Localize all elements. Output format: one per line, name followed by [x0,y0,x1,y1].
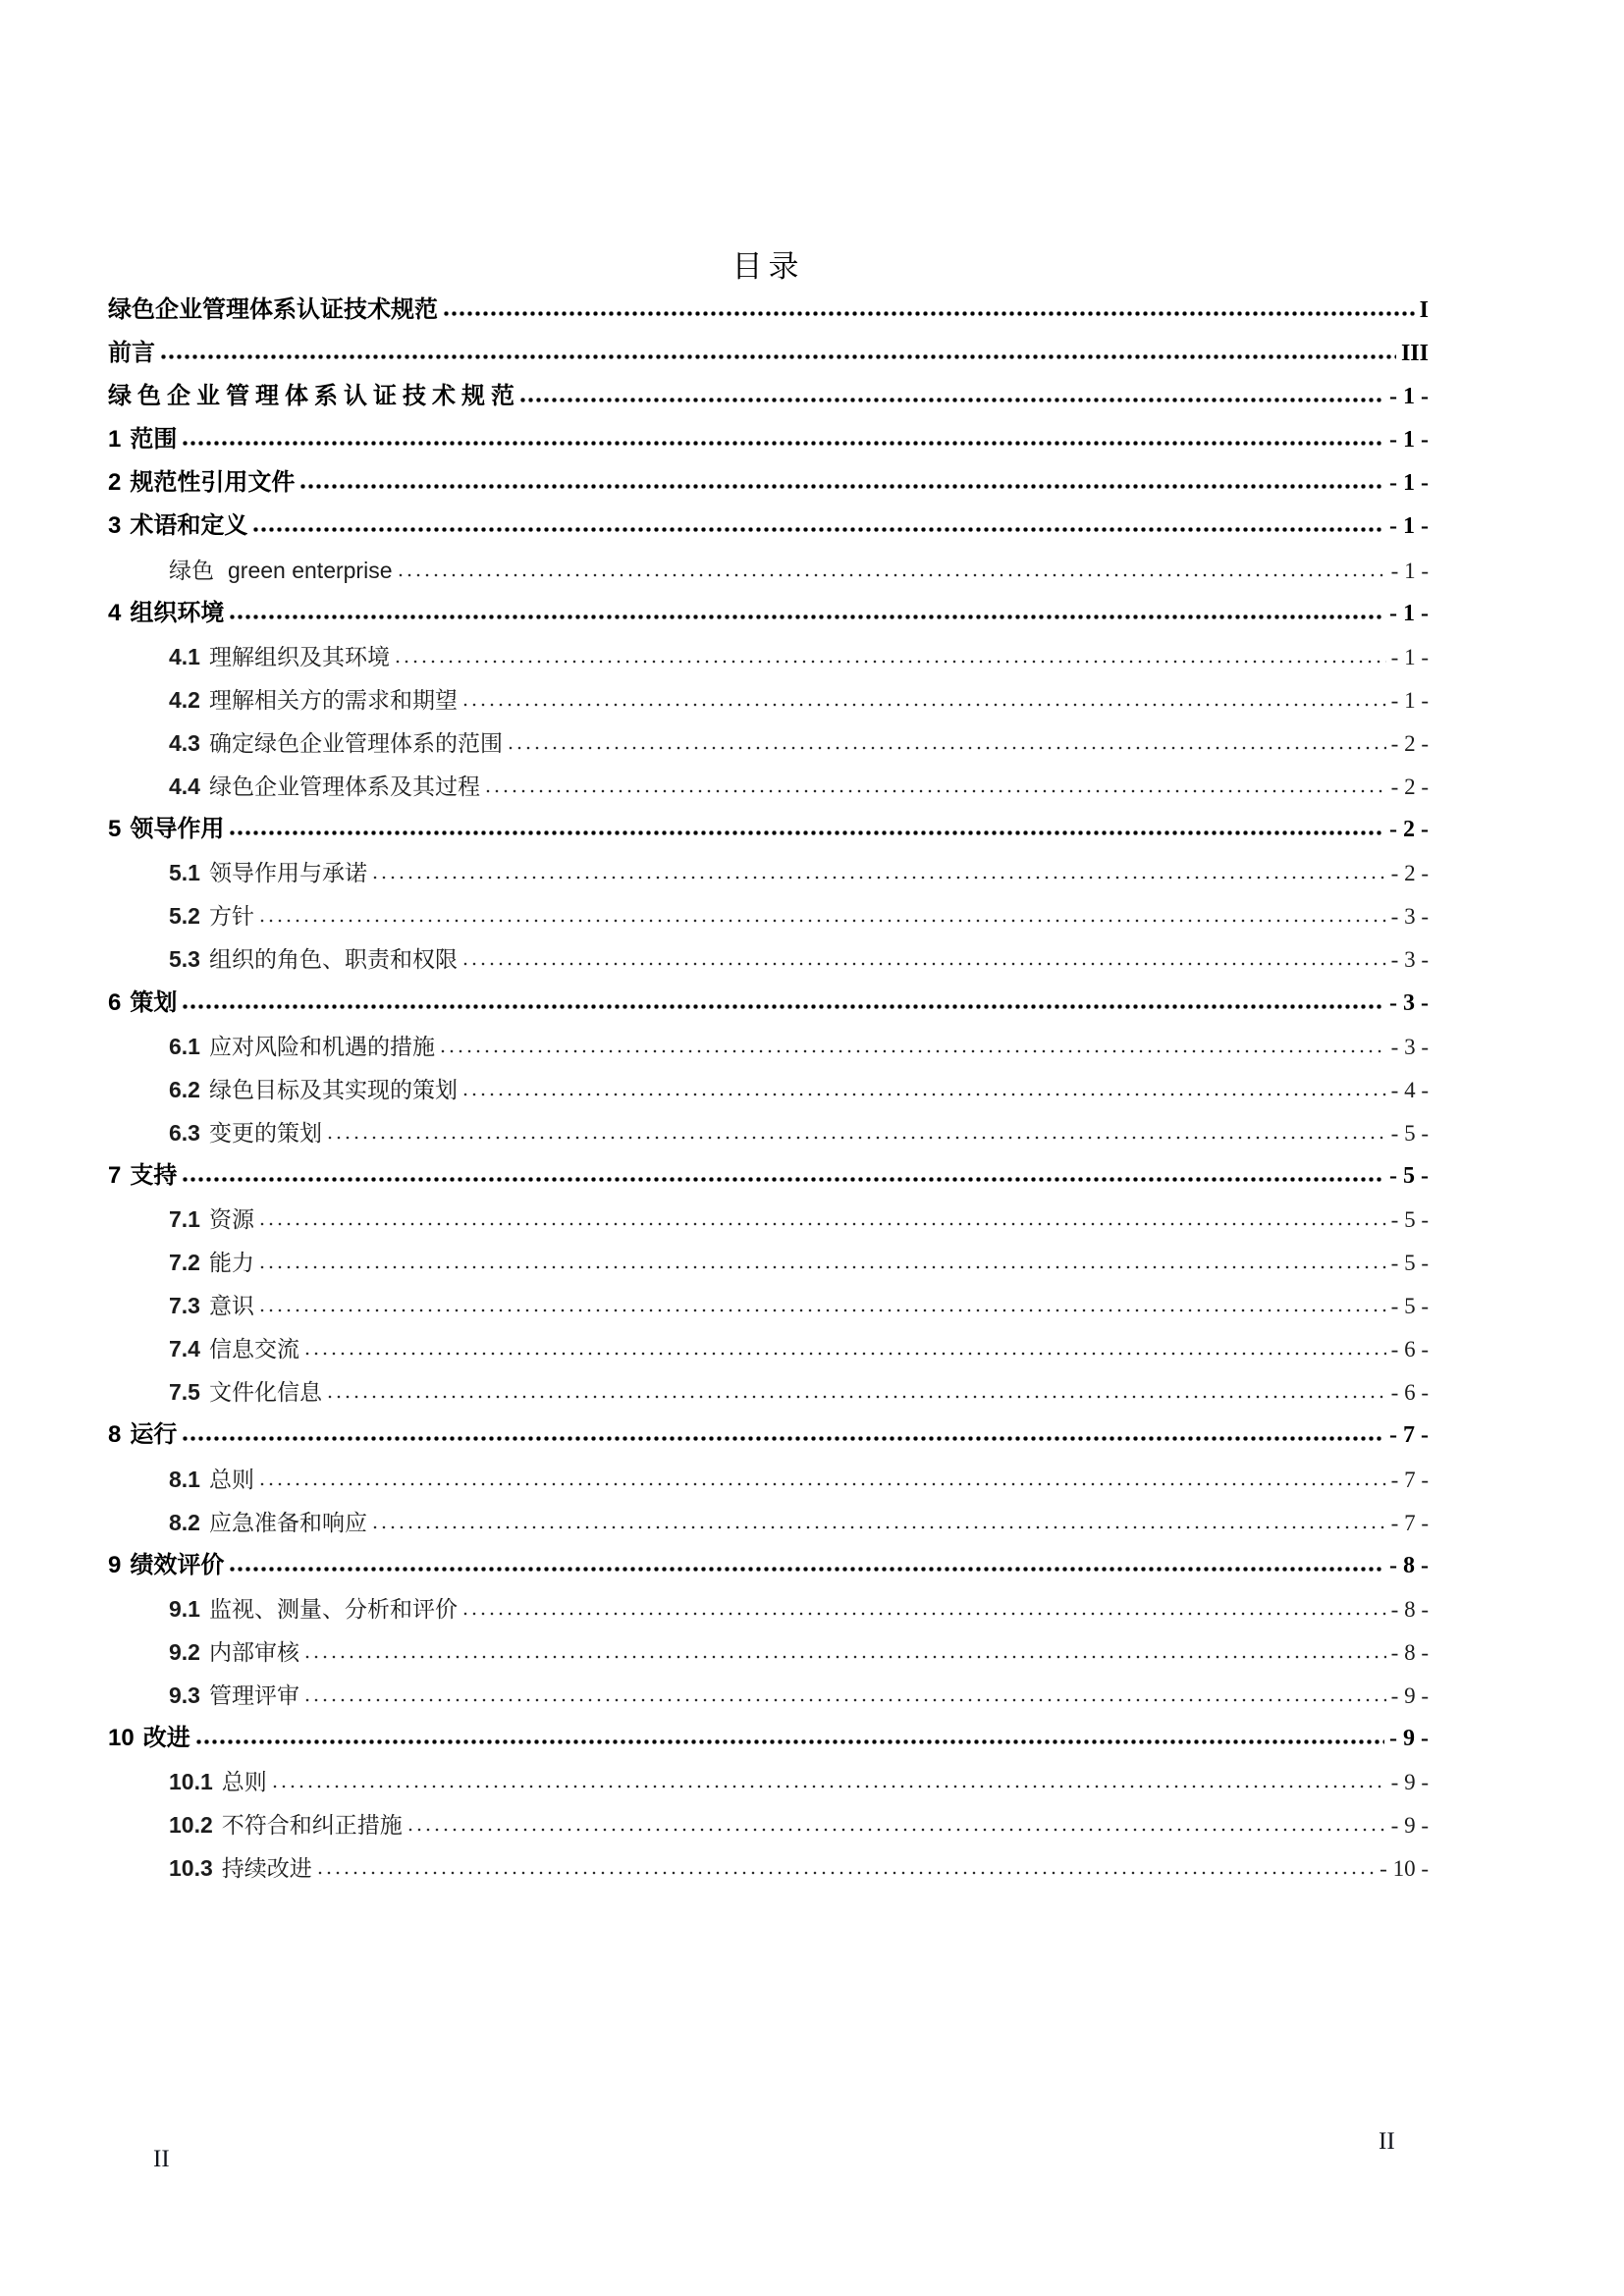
toc-entry-number: 10.2 [169,1812,213,1839]
toc-entry[interactable] [108,461,1429,505]
toc-entry-number: 5.3 [169,946,200,973]
toc-leader-dots [305,1350,1386,1357]
toc-entry-label: 绿 色 企 业 管 理 体 系 认 证 技 术 规 范 [108,384,514,410]
toc-entry[interactable] [108,1198,1429,1241]
toc-entry-label: 支持 [130,1162,178,1189]
toc-page-number: - 1 - [1389,384,1429,410]
toc-page-number: - 5 - [1390,1251,1429,1276]
toc-leader-dots [273,1783,1386,1789]
toc-entry[interactable] [108,1544,1429,1587]
toc-entry[interactable] [108,1284,1429,1327]
toc-entry[interactable] [108,1630,1429,1674]
toc-page-number: - 2 - [1389,817,1429,843]
toc-entry-label: 绿色企业管理体系认证技术规范 [108,297,438,323]
toc-entry-number: 7.1 [169,1205,200,1232]
toc-entry-number: 5.1 [169,860,200,886]
toc-entry-number: 3 [108,512,122,540]
toc-page-number: - 5 - [1390,1206,1429,1232]
toc-entry-label: 管理评审 [208,1683,299,1708]
toc-leader-dots [183,1435,1384,1442]
toc-entry-label: 术语和定义 [130,513,248,540]
toc-leader-dots [520,397,1384,403]
toc-entry-number: 7.2 [169,1250,200,1276]
toc-page-number: III [1400,341,1429,367]
toc-leader-dots [161,353,1396,360]
toc-page-number: - 9 - [1389,1726,1429,1752]
toc-leader-dots [318,1869,1375,1876]
toc-page-number: - 7 - [1389,1422,1429,1449]
toc-page-number: - 8 - [1389,1552,1429,1578]
toc-entry-number: 7.5 [169,1379,200,1406]
toc-entry[interactable] [108,1803,1429,1846]
toc-entry-label: 确定绿色企业管理体系的范围 [208,730,503,756]
toc-entry-label: 变更的策划 [208,1120,322,1146]
toc-page-number: - 1 - [1389,600,1429,626]
toc-leader-dots [183,1003,1384,1010]
toc-page-number: - 5 - [1389,1162,1429,1189]
toc-page-number: - 4 - [1390,1077,1429,1102]
toc-entry-number: 7 [108,1161,122,1189]
toc-leader-dots [399,571,1386,578]
toc-entry-number: 9.1 [169,1595,200,1622]
toc-entry-number: 10.1 [169,1769,213,1795]
toc-leader-dots [260,1263,1386,1270]
toc-leader-dots [373,874,1386,881]
toc-page-number: - 3 - [1390,947,1429,973]
toc-entry[interactable] [108,1458,1429,1501]
toc-leader-dots [509,744,1386,751]
toc-entry-label: 监视、测量、分析和评价 [208,1596,458,1622]
toc-leader-dots [396,658,1386,665]
toc-entry-label: 领导作用 [130,817,225,843]
toc-entry-label: 绿色目标及其实现的策划 [208,1077,458,1102]
toc-entry[interactable] [108,1025,1429,1068]
footer-page-number-left: II [153,2146,170,2172]
toc-entry[interactable] [108,1846,1429,1890]
toc-entry-label: 理解相关方的需求和期望 [208,687,458,713]
toc-entry-label: 运行 [130,1422,178,1449]
toc-entry-label: 应对风险和机遇的措施 [208,1034,435,1059]
toc-entry[interactable] [108,1154,1429,1198]
toc-entry[interactable] [108,549,1429,592]
toc-leader-dots [196,1738,1384,1745]
toc-entry-label: 信息交流 [208,1337,299,1362]
toc-entry-number: 4 [108,599,122,626]
toc-page-number: - 5 - [1390,1294,1429,1319]
toc-entry[interactable] [108,1501,1429,1544]
toc-entry-label: 文件化信息 [208,1380,322,1406]
toc-entry-label: 总则 [208,1467,254,1492]
toc-entry-label: 资源 [208,1206,254,1232]
toc-entry[interactable] [108,721,1429,765]
toc-entry[interactable] [108,1674,1429,1717]
toc-entry-label: 能力 [208,1251,254,1276]
toc-entry-number: 9.3 [169,1682,200,1708]
toc-entry[interactable] [108,851,1429,894]
toc-leader-dots [260,917,1386,924]
toc-leader-dots [463,701,1386,708]
toc-page-number: - 1 - [1389,427,1429,454]
toc-page-number: - 6 - [1390,1337,1429,1362]
toc-entry-label: 内部审核 [208,1639,299,1665]
toc-leader-dots [183,1176,1384,1183]
toc-leader-dots [463,960,1386,967]
toc-leader-dots [486,787,1386,794]
toc-entry-number: 1 [108,426,122,454]
toc-entry[interactable] [108,1370,1429,1414]
toc-leader-dots [328,1134,1386,1141]
toc-entry[interactable] [108,982,1429,1025]
toc-leader-dots [300,483,1384,490]
toc-entry-number: 7.4 [169,1336,200,1362]
toc-page-number: - 1 - [1390,644,1429,669]
toc-entry-number: 4.3 [169,729,200,756]
toc-entry[interactable] [108,808,1429,851]
toc-entry-number: 6.1 [169,1033,200,1059]
toc-entry[interactable] [108,1760,1429,1803]
toc-entry-label: 策划 [130,989,178,1016]
toc-entry[interactable] [108,1111,1429,1154]
toc-page-number: I [1419,297,1429,323]
toc-leader-dots [253,526,1384,533]
toc-entry-number: 9 [108,1551,122,1578]
toc-leader-dots [408,1826,1386,1833]
toc-entry-number: 10.3 [169,1855,213,1882]
toc-page-number: - 9 - [1390,1813,1429,1839]
toc-page-number: - 8 - [1390,1596,1429,1622]
toc-page-number: - 5 - [1390,1120,1429,1146]
toc-leader-dots [463,1610,1386,1617]
toc-page-number: - 6 - [1390,1380,1429,1406]
toc-page-number: - 3 - [1389,989,1429,1016]
toc-page-number: - 1 - [1390,558,1429,583]
toc-entry-number: 4.1 [169,643,200,669]
toc-page-number: - 9 - [1390,1683,1429,1708]
toc-page-number: - 3 - [1390,904,1429,930]
toc-entry-number: 6.3 [169,1119,200,1146]
toc-entry-label-english: green enterprise [228,557,393,583]
toc-page-number: - 1 - [1390,687,1429,713]
toc-entry[interactable] [108,1587,1429,1630]
toc-entry-label: 方针 [208,904,254,930]
toc-leader-dots [305,1696,1386,1703]
toc-entry-label: 绩效评价 [130,1552,225,1578]
toc-leader-dots [305,1653,1386,1660]
toc-entry-label: 理解组织及其环境 [208,644,390,669]
toc-page-number: - 1 - [1389,470,1429,497]
toc-entry[interactable] [108,1327,1429,1370]
toc-entry-label: 改进 [142,1726,190,1752]
toc-entry-number: 6 [108,988,122,1016]
toc-entry[interactable] [108,765,1429,808]
toc-entry-label: 绿色 [169,558,214,583]
page-title: 目录 [731,249,805,284]
toc-entry-number: 6.2 [169,1076,200,1102]
toc-entry-number: 5 [108,816,122,843]
toc-entry-label: 意识 [208,1294,254,1319]
toc-entry-label: 领导作用与承诺 [208,861,367,886]
toc-page-number: - 7 - [1390,1510,1429,1535]
toc-page-number: - 7 - [1390,1467,1429,1492]
toc-entry[interactable] [108,937,1429,981]
toc-leader-dots [373,1523,1386,1530]
toc-page-number: - 2 - [1390,730,1429,756]
toc-leader-dots [463,1091,1386,1097]
toc-leader-dots [328,1393,1386,1400]
toc-leader-dots [183,440,1384,447]
toc-page-number: - 2 - [1390,861,1429,886]
toc-entry-label: 应急准备和响应 [208,1510,367,1535]
toc-entry-label: 规范性引用文件 [130,470,296,497]
toc-entry-number: 7.3 [169,1293,200,1319]
toc-entry-number: 2 [108,469,122,497]
toc-entry[interactable] [108,1068,1429,1111]
toc-entry-number: 9.2 [169,1638,200,1665]
toc-leader-dots [260,1480,1386,1487]
toc-leader-dots [444,310,1415,317]
toc-leader-dots [230,614,1384,620]
toc-entry[interactable] [108,289,1429,332]
toc-entry[interactable] [108,1414,1429,1457]
toc-entry-number: 10 [108,1725,135,1752]
toc-page-number: - 10 - [1380,1856,1429,1882]
toc-entry[interactable] [108,332,1429,375]
toc-entry[interactable] [108,375,1429,418]
toc-entry-label: 持续改进 [221,1856,312,1882]
toc-page-number: - 1 - [1389,513,1429,540]
toc-entry[interactable] [108,635,1429,678]
toc-leader-dots [441,1047,1386,1054]
toc-page-number: - 2 - [1390,774,1429,800]
footer-page-number-right: II [1379,2128,1395,2155]
toc-entry-number: 8 [108,1421,122,1449]
toc-leader-dots [260,1307,1386,1313]
toc-entry-number: 5.2 [169,903,200,930]
toc-entry-number: 8.2 [169,1509,200,1535]
toc-entry[interactable] [108,592,1429,635]
toc-page-number: - 8 - [1390,1639,1429,1665]
toc-entry-number: 4.2 [169,686,200,713]
toc-entry-label: 前言 [108,341,155,367]
toc-entry-number: 4.4 [169,774,200,800]
toc-entry[interactable] [108,1241,1429,1284]
toc-entry-number: 8.1 [169,1466,200,1492]
toc-entry[interactable] [108,678,1429,721]
toc-entry-label: 总则 [221,1770,267,1795]
toc-page-number: - 9 - [1390,1770,1429,1795]
toc-entry[interactable] [108,418,1429,461]
toc-entry-label: 不符合和纠正措施 [221,1813,403,1839]
toc-entry-label: 组织的角色、职责和权限 [208,947,458,973]
toc-leader-dots [260,1220,1386,1227]
toc-entry[interactable] [108,894,1429,937]
toc-entry[interactable] [108,1717,1429,1760]
toc-leader-dots [230,829,1384,836]
table-of-contents [108,289,1429,1890]
toc-entry-label: 绿色企业管理体系及其过程 [208,774,480,800]
toc-entry-label: 范围 [130,427,178,454]
toc-entry[interactable] [108,505,1429,548]
toc-page-number: - 3 - [1390,1034,1429,1059]
toc-entry-label: 组织环境 [130,600,225,626]
toc-leader-dots [230,1566,1384,1573]
